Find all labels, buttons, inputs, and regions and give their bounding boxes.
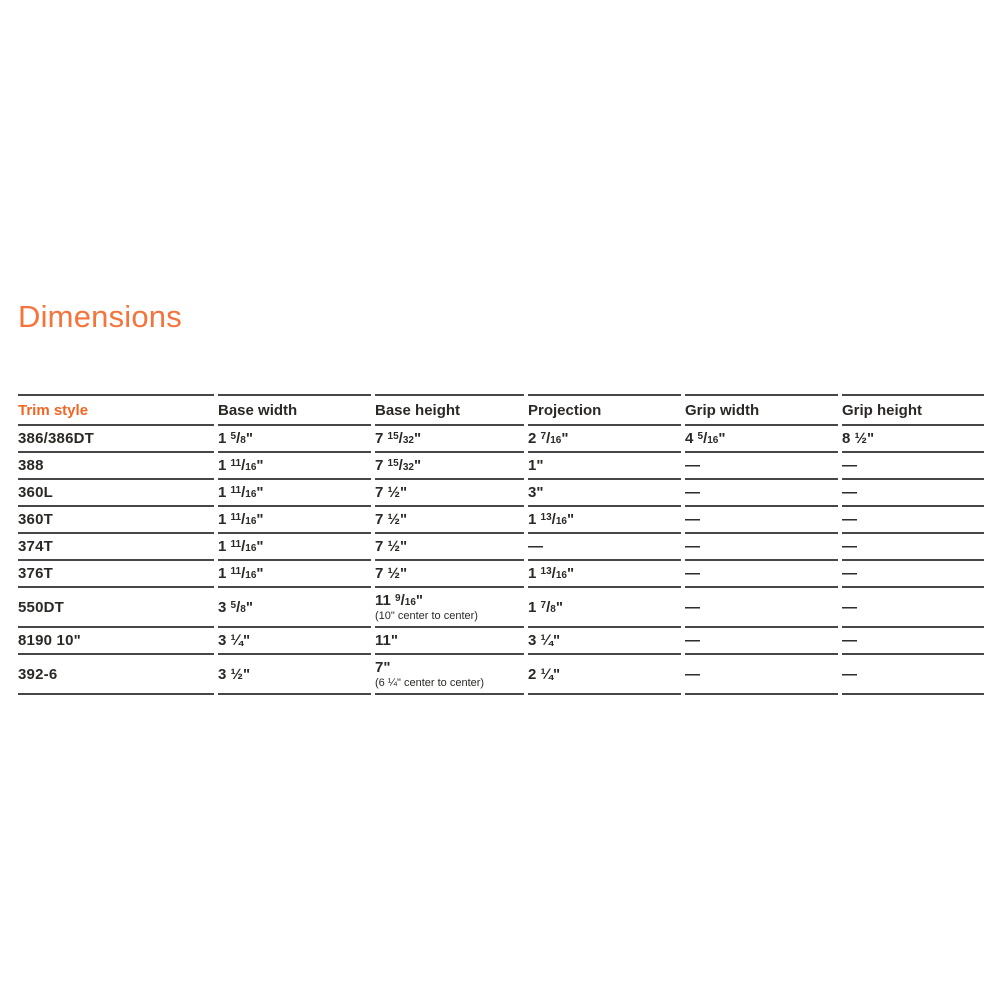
column-header-projection: Projection [528,394,681,426]
column-header-base-height: Base height [375,394,524,426]
value-cell [528,480,681,507]
measurement-value: 1 $^{13}$/16" [528,511,575,528]
value-cell [528,426,681,453]
value-cell [528,453,681,480]
trim-style-cell: 550DT [18,588,214,628]
measurement-value: — [685,457,700,474]
measurement-value: — [685,484,700,501]
value-cell [528,561,681,588]
measurement-value: 7" [375,659,391,676]
measurement-value: — [842,484,857,501]
value-cell [528,534,681,561]
measurement-value: 7 $^{15}$/32" [375,430,422,447]
measurement-value: 7 $^{15}$/32" [375,457,422,474]
table-row-374t [18,534,984,561]
dimensions-table [14,394,988,695]
value-cell [685,426,838,453]
value-cell [685,453,838,480]
table-row-360l [18,480,984,507]
measurement-value: — [685,665,700,683]
value-cell [528,588,681,628]
measurement-note: (6 ¼" center to center) [375,677,485,689]
value-cell [685,588,838,628]
column-header-trim-style: Trim style [18,394,214,426]
trim-style-cell: 374T [18,534,214,561]
measurement-value: — [685,632,700,649]
value-cell [842,534,984,561]
measurement-value: 11" [375,632,398,649]
measurement-value: — [842,665,857,683]
value-cell [218,426,371,453]
trim-style-cell: 360L [18,480,214,507]
value-cell [685,561,838,588]
measurement-value: — [685,538,700,555]
measurement-value: — [842,598,857,616]
table-row-8190-10 [18,628,984,655]
value-cell [375,628,524,655]
table-body [18,426,984,695]
value-cell [375,480,524,507]
measurement-value: 1 $^7$/8" [528,598,563,616]
value-cell [218,655,371,695]
table-row-376t [18,561,984,588]
value-cell [842,480,984,507]
measurement-value: 3 ¼" [528,632,561,649]
value-cell [218,480,371,507]
value-cell [375,588,524,628]
measurement-value: 4 $^5$/16" [685,430,726,447]
measurement-value: — [685,511,700,528]
column-header-base-width: Base width [218,394,371,426]
measurement-value: 7 ½" [375,565,408,582]
value-cell [218,628,371,655]
value-cell [218,588,371,628]
value-cell [375,655,524,695]
measurement-value: 1 $^{11}$/16" [218,565,264,582]
trim-style-cell: 8190 10" [18,628,214,655]
table-row-360t [18,507,984,534]
value-cell [528,507,681,534]
trim-style-cell: 388 [18,453,214,480]
measurement-value: 7 ½" [375,511,408,528]
value-cell [375,534,524,561]
measurement-value: 3" [528,484,544,501]
value-cell [685,534,838,561]
measurement-value: 7 ½" [375,538,408,555]
column-header-grip-height: Grip height [842,394,984,426]
measurement-value: 1 $^{13}$/16" [528,565,575,582]
table-row-550dt [18,588,984,628]
trim-style-cell: 392-6 [18,655,214,695]
measurement-value: 1 $^{11}$/16" [218,484,264,501]
page-title: Dimensions [18,299,182,334]
measurement-value: — [842,565,857,582]
value-cell [842,507,984,534]
measurement-value: 3 $^5$/8" [218,598,253,616]
measurement-note: (10" center to center) [375,610,478,622]
value-cell [842,655,984,695]
value-cell [375,507,524,534]
measurement-value: — [685,598,700,616]
measurement-value: — [528,538,543,555]
measurement-value: 1 $^5$/8" [218,430,253,447]
value-cell [842,426,984,453]
measurement-value: 2 ¼" [528,665,561,683]
measurement-value: 1 $^{11}$/16" [218,538,264,555]
table-row-386-386dt [18,426,984,453]
measurement-value: 3 ½" [218,665,251,683]
measurement-value: 1 $^{11}$/16" [218,511,264,528]
value-cell [685,628,838,655]
measurement-value: 11 $^9$/16" [375,592,424,609]
measurement-value: 1" [528,457,544,474]
value-cell [842,561,984,588]
measurement-value: 1 $^{11}$/16" [218,457,264,474]
value-cell [375,453,524,480]
value-cell [685,480,838,507]
column-header-grip-width: Grip width [685,394,838,426]
value-cell [218,534,371,561]
measurement-value: — [685,565,700,582]
value-cell [218,507,371,534]
trim-style-cell: 360T [18,507,214,534]
value-cell [842,453,984,480]
measurement-value: 3 ¼" [218,632,251,649]
value-cell [528,628,681,655]
value-cell [685,507,838,534]
measurement-value: — [842,457,857,474]
trim-style-cell: 376T [18,561,214,588]
value-cell [842,628,984,655]
measurement-value: 7 ½" [375,484,408,501]
value-cell [375,426,524,453]
value-cell [528,655,681,695]
measurement-value: — [842,538,857,555]
measurement-value: — [842,632,857,649]
measurement-value: 8 ½" [842,430,875,447]
value-cell [375,561,524,588]
value-cell [842,588,984,628]
table-row-388 [18,453,984,480]
value-cell [218,561,371,588]
trim-style-cell: 386/386DT [18,426,214,453]
value-cell [218,453,371,480]
measurement-value: 2 $^7$/16" [528,430,569,447]
value-cell [685,655,838,695]
table-row-392-6 [18,655,984,695]
measurement-value: — [842,511,857,528]
table-header-row [18,394,984,426]
